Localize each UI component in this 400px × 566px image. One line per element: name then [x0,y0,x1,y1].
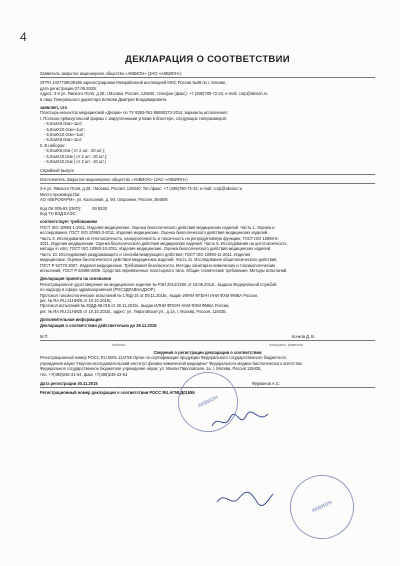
basis-line: по надзору в сфере здравоохранения (РОСЗДРАВНАДЗОР). [40,287,156,293]
product-set-size: - 5,0смХ10,0см ( от 2 шт.- 20 шт.); [44,153,108,159]
document-title: ДЕКЛАРАЦИЯ О СООТВЕТСТВИИ [125,54,290,65]
applicant-address: Адрес: 3-я ул. Ямского Поля, д.28, г.Москва, Россия, 125040, телефон (факс): +7 (495)780-72-34, e-mail: corp@akvion.ru [40,91,268,97]
registration-line: учреждения науки "Научно-исследовательский институт физико-химической медицины" Федерального медико-биологического агентства [40,360,302,366]
requirement-line: Часть 10. Исследования раздражающего и сенсибилизирующего действия; ГОСТ ISO 10993-11-2011. Изделия [40,251,251,257]
product-size: - 6,0смХ8,0см»-1шт; [44,121,83,127]
applicant-director: в лице Генерального директора Кочкова Дмитрия Владимировича [40,96,167,102]
registration-heading: Сведения о регистрации декларации о соответствии [153,350,262,356]
applicant-ogrn: ОГРН 1027739039195 зарегистрирован Межрайонной инспекцией МНС России №39 по г. Москве, [40,80,227,86]
okp-code-value: 93 9330 [92,205,108,211]
caption-name: инициалы, фамилия [269,343,304,348]
registration-line: тел. +7(499)246-31-64, факс +7(499)246-43-54 [40,371,128,377]
okp-code-label: Код ОК 005-93 (ОКП): [40,205,82,211]
manufacturer-address: 3-я ул. Ямского Поля, д.28, г.Москва, Россия, 125040. Тел./факс: +7 (495)780-72-34, e-mail: corp@akvion.ru [40,186,243,192]
production-site-label: Место производства: [40,191,81,197]
registration-date: Дата регистрации 30.11.2015 [40,381,98,387]
requirement-line: испытаний; ГОСТ Р 53498-2009. Средства перевязочные пластырного типа. Общие технические требования. Методы испытаний. [40,268,288,273]
requirement-line: Часть 3. Исследования на генотоксичность, канцерогенность и токсичность на репродуктивную функцию; ГОСТ ISO 10993-5- [40,235,279,241]
declares-label: заявляет, что [40,105,68,111]
product-set-size: - 6,0смХ8,0см ( от 2 шт.- 20 шт.); [44,148,105,154]
requirement-line: медицинские. Оценка биологического действия медицинских изделий. Часть 11. Исследования общетоксического действия; [40,257,278,263]
product-size: - 6,0смХ8,0см»-1шт; [44,137,83,143]
registrar-signature [215,488,275,510]
director-signature [210,410,270,432]
divider [40,77,375,78]
applicant-name: Заявитель закрытое акционерное общество «АКВИОН» (ЗАО «АКВИОН») [40,71,182,76]
stamp-place-label: М.П. [40,334,49,340]
basis-line: рег. № RA.RU.21НИ25 от 10.10.2015г., адрес: ул. Пироговская ул., д.1а, г. Москва, Россия, 119435. [40,308,227,314]
requirements-label: соответствует требованиям [40,219,98,225]
basis-line: рег. № RA.RU.21НИ25 от 10.10.2015г.; [40,298,113,304]
extra-info-label: Дополнительная информация [40,317,102,323]
divider [40,183,375,184]
page-number-mark: 4 [20,30,27,44]
basis-line: Протокол испытаний № 28ДД-68.015 от 26.11.2015г., выдан ИЛНИ ФГБУН ННИ ФХМ ФМБА России, [40,303,230,309]
registration-line: Регистрационный номер РОСС RU.0001.11АГ58 Орган по сертификации продукции Федерального государственного бюджетного [40,355,287,361]
signature-row [40,334,375,339]
signer-name: Кочков Д. В. [291,334,315,340]
product-line-1: Пластырь-инъектор медицинский «Днарм» по ТУ 9393-061-58695373-2014, варианты исполнения: [40,110,228,116]
requirement-line: 2011. Изделия медицинские. Оценка биологического действия медицинских изделий. Часть 5. Исследования на цитотоксичность: [40,240,288,246]
product-size: - 5,0смХ10,0см»-1шт; [44,126,85,132]
requirement-line: методы in vitro; ГОСТ ISO 10993-10-2011. Изделия медицинские. Оценка биологического действия медицинских изделий. [40,246,272,252]
production-site: АО «ВЕРОФАРМ», ул. Колхозная, д. 90, г.Воронеж, Россия, 394006 [40,197,168,203]
applicant-reg-date: дата регистрации 07.08.2002г. [40,85,98,91]
company-seal-text: АКВИОН [197,394,219,410]
requirement-line: ГОСТ Р 52770-2007. Изделия медицинские. Требования безопасности. Методы санитарно-химических и токсикологических [40,262,276,268]
divider [40,174,375,175]
basis-line: Протокол токсикологических испытаний № 17БД-15 от 09.11.2015г., выдан ИЛНИ ФГБУН ННИ ФХМ ФМБА России, [40,292,258,298]
product-size: - 6,0смХ10,0см»-1шт; [44,132,85,138]
tnved-code-label: Код ТН ВЭД ЕАЭС: [40,210,77,216]
caption-sign: подпись [111,343,126,348]
basis-label: Декларация принята на основании [40,276,112,282]
product-set-size: - 6,0смХ10,0см ( от 2 шт.- 20 шт.) [44,159,107,165]
manufacturer-name: Изготовитель Закрытое акционерное общество «АКВИОН» (ЗАО «АКВИОН») [40,176,188,182]
validity-line: Декларация о соответствии действительна до 29.11.2018 [40,322,157,328]
registration-number: Регистрационный номер декларации о соответствии РОСС RU.АГ58.Д01655 [40,390,195,396]
serial-label: Серийный выпуск [40,167,74,173]
basis-line: Регистрационное удостоверение на медицинское изделие № РЗН 2014/2206 от 18.09.2013г., выдано Федеральной службой [40,281,277,287]
product-line-3: II. В наборах: [40,142,66,148]
requirement-line: исследования, ГОСТ ISO 10993-3-2011. Изделия медицинские. Оценка биологического действия медицинских изделий. [40,230,269,236]
product-line-2: I. Полоски прямоугольной формы с закругленными углами в блистере, следующих типоразмеров: [40,115,227,121]
registration-signer: Фурманов А.С. [251,381,280,387]
requirement-line: ГОСТ ISO 10993-1-2011. Изделия медицинские. Оценка биологического действия медицинских изделий. Часть 1. Оценка и [40,224,275,230]
registration-line: Федеральное государственное бюджетное учреждение науки, ул. Малая Пироговская, 1а, г. Москва, Россия 119435, [40,366,262,372]
divider [40,340,375,341]
registration-seal-text: АКВИОН [311,499,333,515]
